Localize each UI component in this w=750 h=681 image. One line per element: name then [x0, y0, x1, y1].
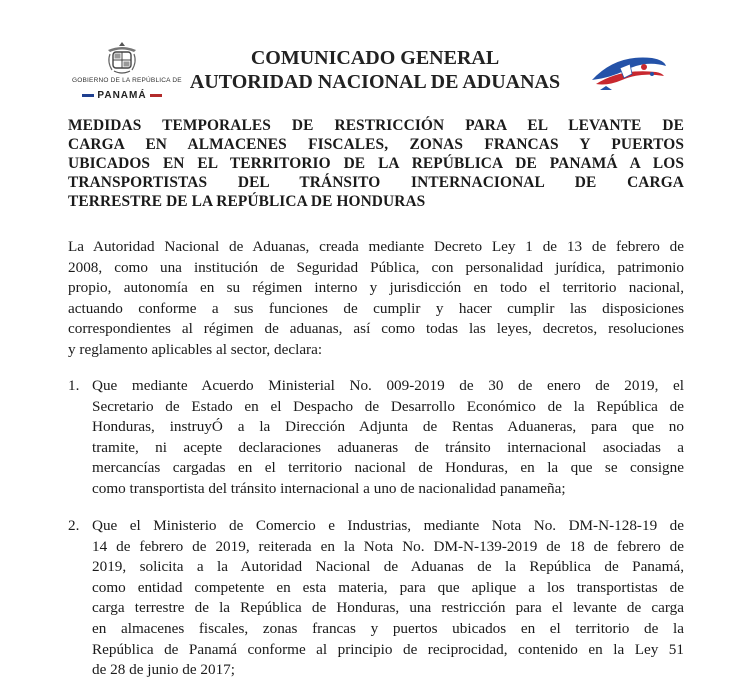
header-title-line-2: AUTORIDAD NACIONAL DE ADUANAS: [189, 71, 561, 93]
subject-line: UBICADOS EN EL TERRITORIO DE LA REPÚBLICA DE PANAMÁ A LOS: [68, 155, 684, 172]
list-item-number: 2.: [68, 517, 80, 534]
list-item-text: [92, 516, 684, 681]
subject-line: CARGA EN ALMACENES FISCALES, ZONAS FRANCAS Y PUERTOS: [68, 136, 684, 153]
list-item-line: Honduras, instruyÓ a la Dirección Adjunta de Rentas Aduaneras, para que no: [92, 418, 684, 436]
list-item-line: como transportista del tránsito internacional a uno de nacionalidad panameña;: [92, 479, 566, 497]
list-item-number: 1.: [68, 377, 80, 394]
paragraph-line: actuando conforme a sus funciones de cumplir y hacer cumplir las disposiciones: [68, 299, 684, 317]
header-title: [180, 46, 570, 94]
list-item-line: mercancías cargadas en el territorio nacional de Honduras, en la que se consigne: [92, 459, 684, 477]
country-name: PANAMÁ: [97, 90, 147, 101]
paragraph-line: y reglamento aplicables al sector, declara:: [68, 340, 323, 358]
country-label: [82, 90, 161, 101]
list-item-line: 14 de febrero de 2019, reiterada en la Nota No. DM-N-139-2019 de 18 de febrero de: [92, 537, 684, 555]
list-item-text: [92, 376, 684, 500]
list-item-line: Que el Ministerio de Comercio e Industrias, mediante Nota No. DM-N-128-19 de: [92, 517, 684, 534]
header-title-line-1: COMUNICADO GENERAL: [250, 47, 500, 69]
list-item-line: de 28 de junio de 2017;: [92, 661, 235, 679]
subject-line: MEDIDAS TEMPORALES DE RESTRICCIÓN PARA EL LEVANTE DE: [68, 117, 684, 134]
subject-line: TRANSPORTISTAS DEL TRÁNSITO INTERNACIONAL DE CARGA: [68, 174, 684, 191]
flag-stripe-red: [150, 94, 162, 97]
paragraph-line: propio, autonomía en su régimen interno y jurisdicción en todo el territorio nacional,: [68, 279, 684, 297]
list-item-line: Que mediante Acuerdo Ministerial No. 009-2019 de 30 de enero de 2019, el: [92, 377, 684, 394]
list-item-line: Secretario de Estado en el Despacho de Desarrollo Económico de la República de: [92, 397, 684, 415]
list-item-line: carga terrestre de la República de Honduras, una restricción para el levante de carga: [92, 599, 684, 617]
paragraph-line: La Autoridad Nacional de Aduanas, creada mediante Decreto Ley 1 de 13 de febrero de: [68, 238, 684, 255]
flag-stripe-blue: [82, 94, 94, 97]
communique-subject: [68, 116, 684, 211]
list-item-line: República de Panamá conforme al principio de reciprocidad, contenido en la Ley 51: [92, 640, 684, 658]
intro-paragraph: [68, 237, 684, 361]
government-logo: [72, 40, 182, 101]
paragraph-line: 2008, como una institución de Seguridad Pública, con personalidad jurídica, patrimonio: [68, 258, 684, 276]
customs-authority-logo-icon: [586, 50, 670, 92]
paragraph-line: correspondientes al régimen de aduanas, así como todas las leyes, decretos, resoluciones: [68, 320, 684, 338]
government-label: GOBIERNO DE LA REPÚBLICA DE: [72, 77, 182, 84]
list-item-line: en almacenes fiscales, zonas francas y puertos ubicados en el territorio de la: [92, 619, 684, 637]
coat-of-arms-icon: [102, 40, 142, 76]
list-item-line: 2019, solicita a la Autoridad Nacional de Aduanas de la República de Panamá,: [92, 558, 684, 576]
list-item-line: tramite, ni acepte declaraciones aduaneras de tránsito internacional asociadas a: [92, 438, 684, 456]
subject-line: TERRESTRE DE LA REPÚBLICA DE HONDURAS: [68, 193, 426, 210]
list-item-line: como entidad competente en esta materia, para que aplique a los transportistas de: [92, 578, 684, 596]
